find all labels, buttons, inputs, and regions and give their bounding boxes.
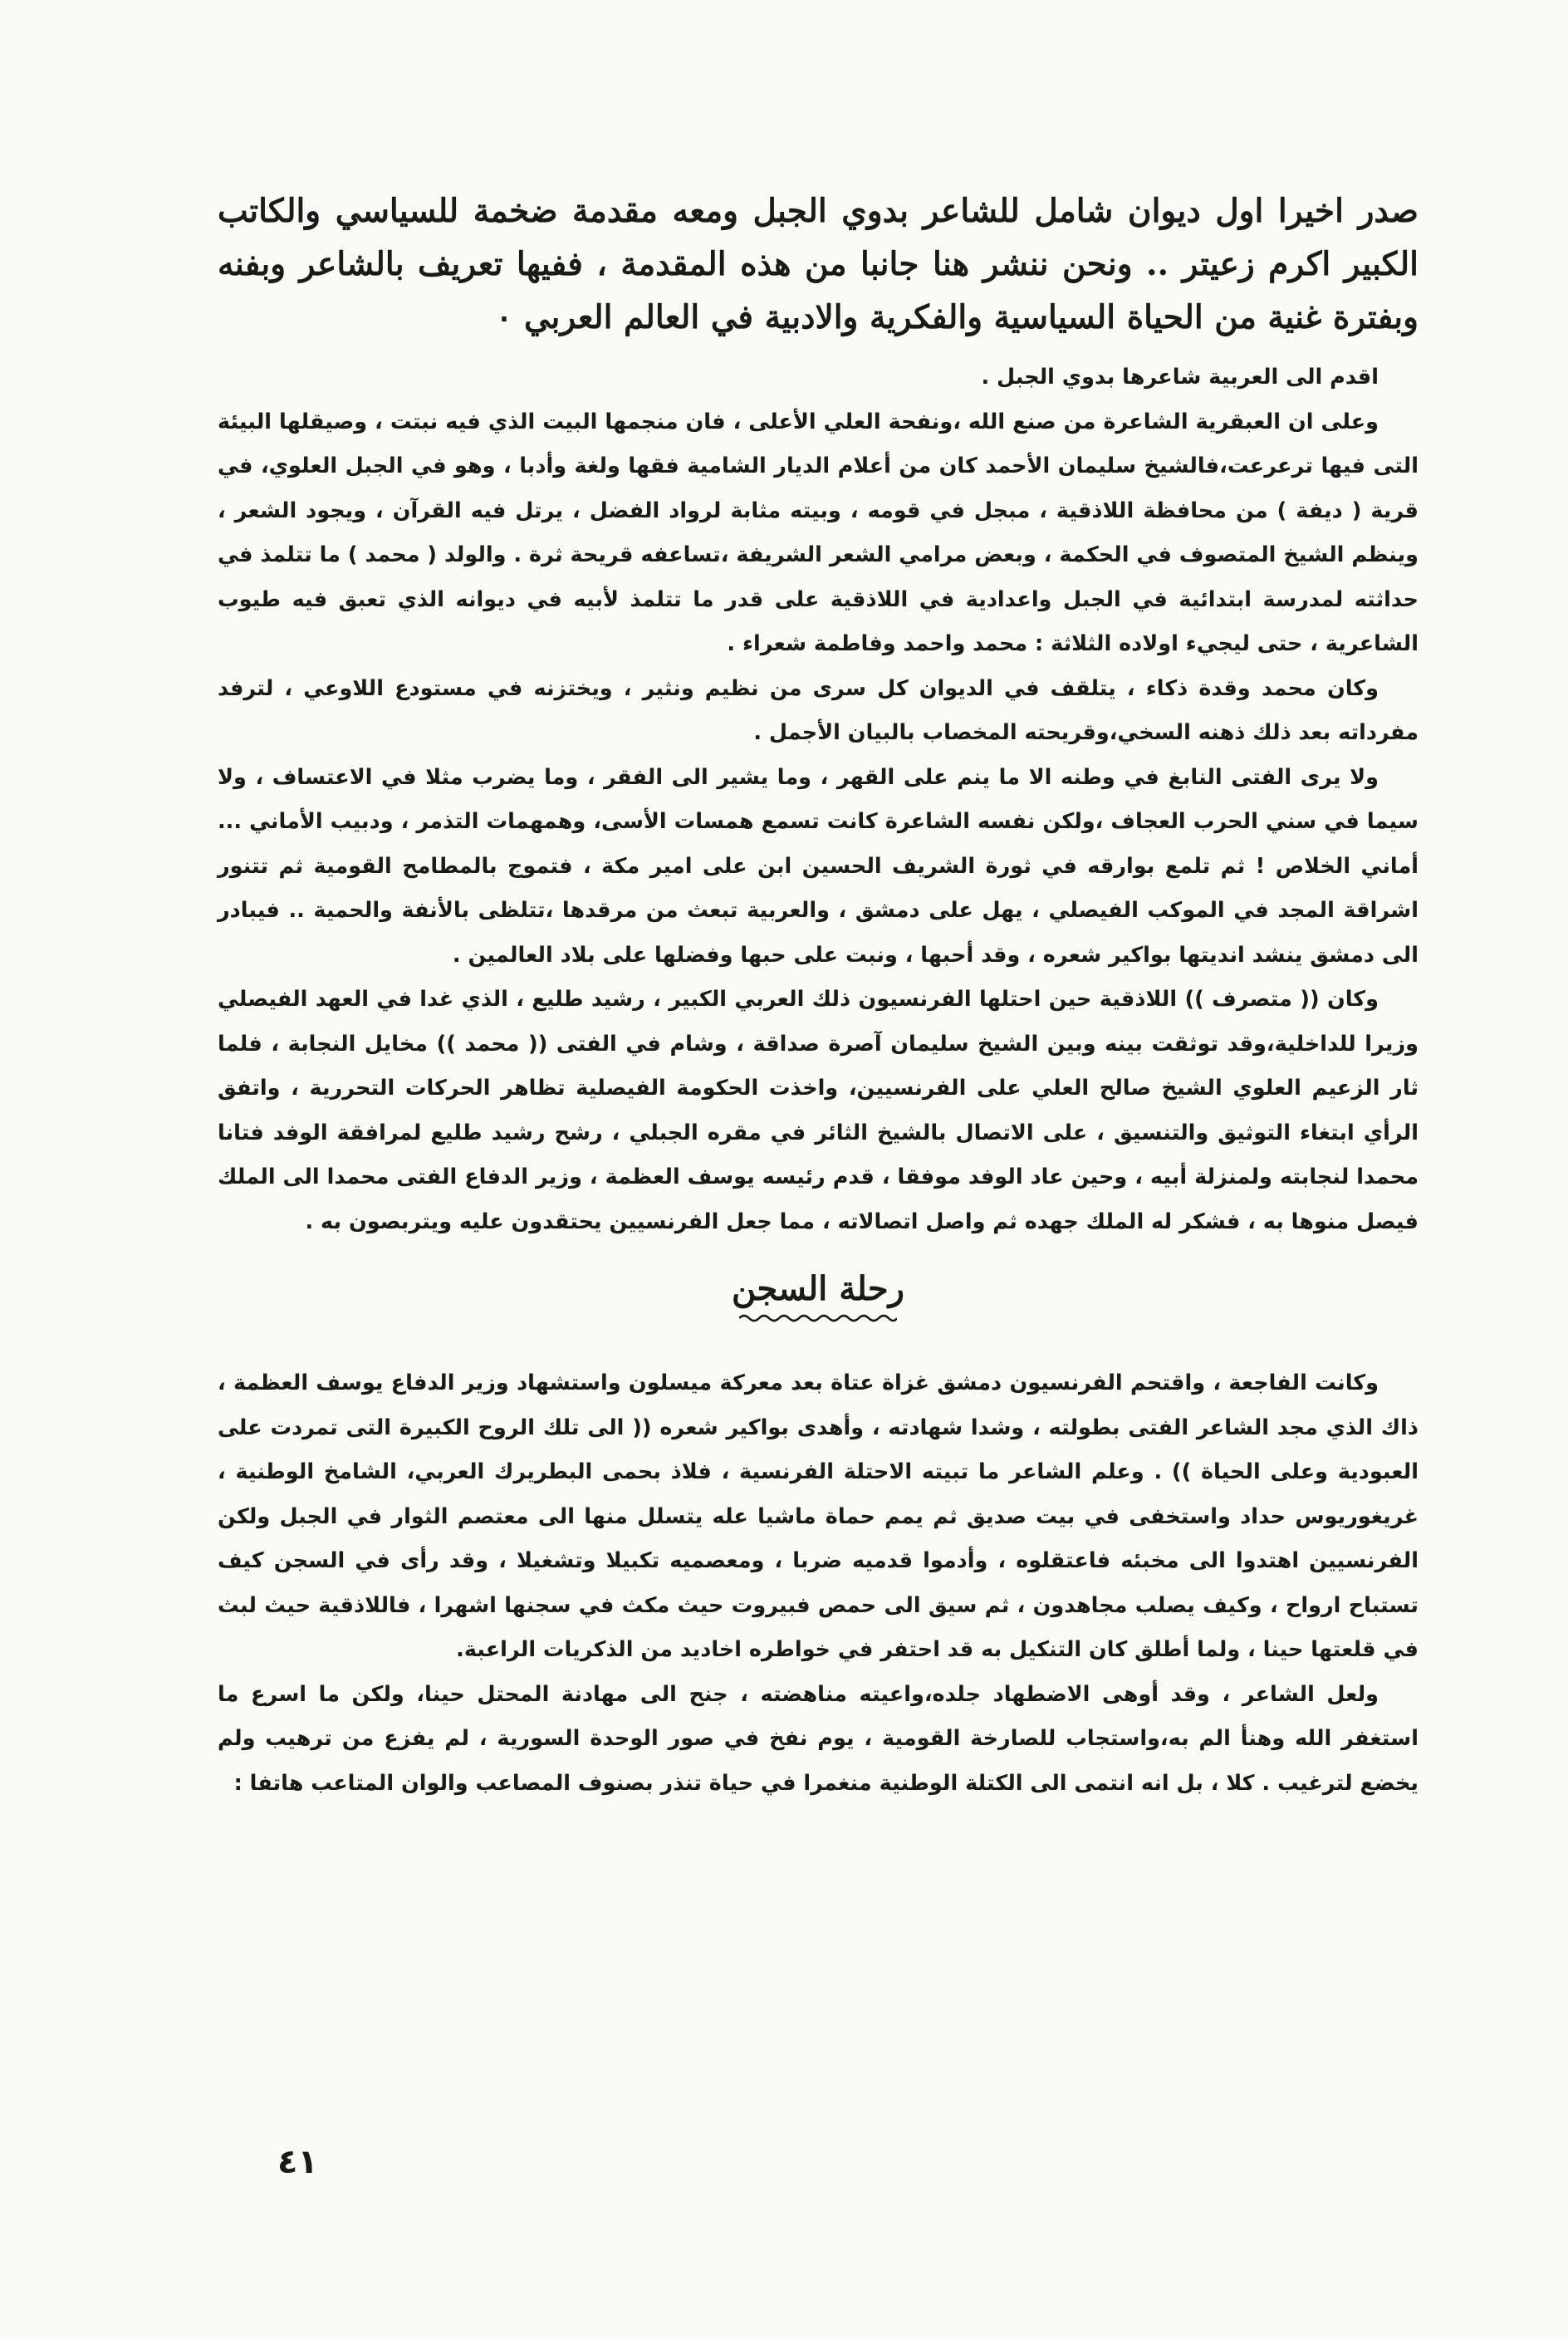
body-paragraph: وكان محمد وقدة ذكاء ، يتلقف في الديوان كل سرى من نظيم ونثير ، ويختزنه في مستودع اللاوعي ، لترفد مفرداته بعد ذلك ذهنه السخي،وقريحته المخصاب بالبيان الأجمل . [218, 675, 1419, 745]
body-paragraph: ولا يرى الفتى النابغ في وطنه الا ما ينم على القهر ، وما يشير الى الفقر ، وما يضرب مثلا في الاعتساف ، ولا سيما في سني الحرب العجاف ،ولكن نفسه الشاعرة كانت تسمع همسات الأسى، وهمهمات التذمر ، ودبيب الأماني ... أماني الخلاص ! ثم تلمع بوارقه في ثورة الشريف الحسين ابن على امير مكة ، فتموج بالمطامح القومية ثم تتنور اشراقة المجد في الموكب الفيصلي ، يهل على دمشق ، والعربية تبعث من مرقدها ،تتلظى بالأنفة والحمية .. فيبادر الى دمشق ينشد انديتها بواكير شعره ، وقد أحبها ، ونبت على حبها وفضلها على بلاد العالمين . [218, 764, 1419, 968]
intro-paragraph: صدر اخيرا اول ديوان شامل للشاعر بدوي الجبل ومعه مقدمة ضخمة للسياسي والكاتب الكبير اكرم زعيتر .. ونحن ننشر هنا جانبا من هذه المقدمة ، ففيها تعريف بالشاعر وبفنه وبفترة غنية من الحياة السياسية والفكرية والادبية في العالم العربي ٠ [218, 192, 1419, 336]
body-paragraph: ولعل الشاعر ، وقد أوهى الاضطهاد جلده،واعيته مناهضته ، جنح الى مهادنة المحتل حينا، ولكن ما اسرع ما استغفر الله وهنأ الم به،واستجاب للصارخة القومية ، يوم نفخ في صور الوحدة السورية ، لم يفزع من ترهيب ولم يخضع لترغيب . كلا ، بل انه انتمى الى الكتلة الوطنية منغمرا في حياة تنذر بصنوف المصاعب والوان المتاعب هاتفا : [218, 1681, 1419, 1796]
body-paragraph: وكانت الفاجعة ، واقتحم الفرنسيون دمشق غزاة عتاة بعد معركة ميسلون واستشهاد وزير الدفاع يوسف العظمة ، ذاك الذي مجد الشاعر الفتى بطولته ، وشدا شهادته ، وأهدى بواكير شعره (( الى تلك الروح الكبيرة التى تمردت على العبودية وعلى الحياة )) . وعلم الشاعر ما تبيته الاحتلة الفرنسية ، فلاذ بحمى البطريرك العربي، الشامخ الوطنية ، غريغوريوس حداد واستخفى في بيت صديق ثم يمم حماة ماشيا عله يتسلل منها الى معتصم الثوار في الجبل ولكن الفرنسيين اهتدوا الى مخبئه فاعتقلوه ، وأدموا قدميه ضربا ، ومعصميه تكبيلا وتشغيلا ، وقد رأى في السجن كيف تستباح ارواح ، وكيف يصلب مجاهدون ، ثم سيق الى حمص فبيروت حيث مكث في سجنها اشهرا ، فاللاذقية حيث لبث في قلعتها حينا ، ولما أطلق كان التنكيل به قد احتفر في خواطره اخاديد من الذكريات الراعبة. [218, 1371, 1419, 1662]
page-number: ٤١ [277, 2143, 318, 2181]
body-paragraph: وكان (( متصرف )) اللاذقية حين احتلها الفرنسيون ذلك العربي الكبير ، رشيد طليع ، الذي غدا في العهد الفيصلي وزيرا للداخلية،وقد توثقت بينه وبين الشيخ سليمان آصرة صداقة ، وشام في الفتى (( محمد )) مخايل النجابة ، فلما ثار الزعيم العلوي الشيخ صالح العلي على الفرنسيين، واخذت الحكومة الفيصلية تظاهر الحركات التحررية ، واتفق الرأي ابتغاء التوثيق والتنسيق ، على الاتصال بالشيخ الثائر في مقره الجبلي ، رشح رشيد طليع لمرافقة الوفد فتانا محمدا لنجابته ولمنزلة أبيه ، وحين عاد الوفد موفقا ، قدم رئيسه يوسف العظمة ، وزير الدفاع الفتى محمدا الى الملك فيصل منوها به ، فشكر له الملك جهده ثم واصل اتصالاته ، مما جعل الفرنسيين يحتقدون عليه ويتربصون به . [218, 987, 1419, 1234]
section-title-text: رحلة السجن [732, 1269, 904, 1308]
section-heading [218, 1269, 1419, 1325]
body-paragraph: اقدم الى العربية شاعرها بدوي الجبل . [981, 365, 1379, 390]
wavy-underline-icon [739, 1312, 897, 1325]
article-body [218, 184, 1419, 1806]
body-paragraph: وعلى ان العبقرية الشاعرة من صنع الله ،ونفحة العلي الأعلى ، فان منجمها البيت الذي فيه نبتت ، وصيقلها البيئة التى فيها ترعرعت،فالشيخ سليمان الأحمد كان من أعلام الديار الشامية فقها ولغة وأدبا ، وهو في الجبل العلوي، في قرية ( ديفة ) من محافظة اللاذقية ، مبجل في قومه ، وبيته مثابة لرواد الفضل ، يرتل فيه القرآن ، ويجود الشعر ، وينظم الشيخ المتصوف في الحكمة ، وبعض مرامي الشعر الشريفة ،تساعفه قريحة ثرة . والولد ( محمد ) ما تتلمذ في حداثته لمدرسة ابتدائية في الجبل واعدادية في اللاذقية على قدر ما تتلمذ لأبيه في ديوانه الذي تعبق فيه طيوب الشاعرية ، حتى ليجيء اولاده الثلاثة : محمد واحمد وفاطمة شعراء . [218, 409, 1419, 656]
